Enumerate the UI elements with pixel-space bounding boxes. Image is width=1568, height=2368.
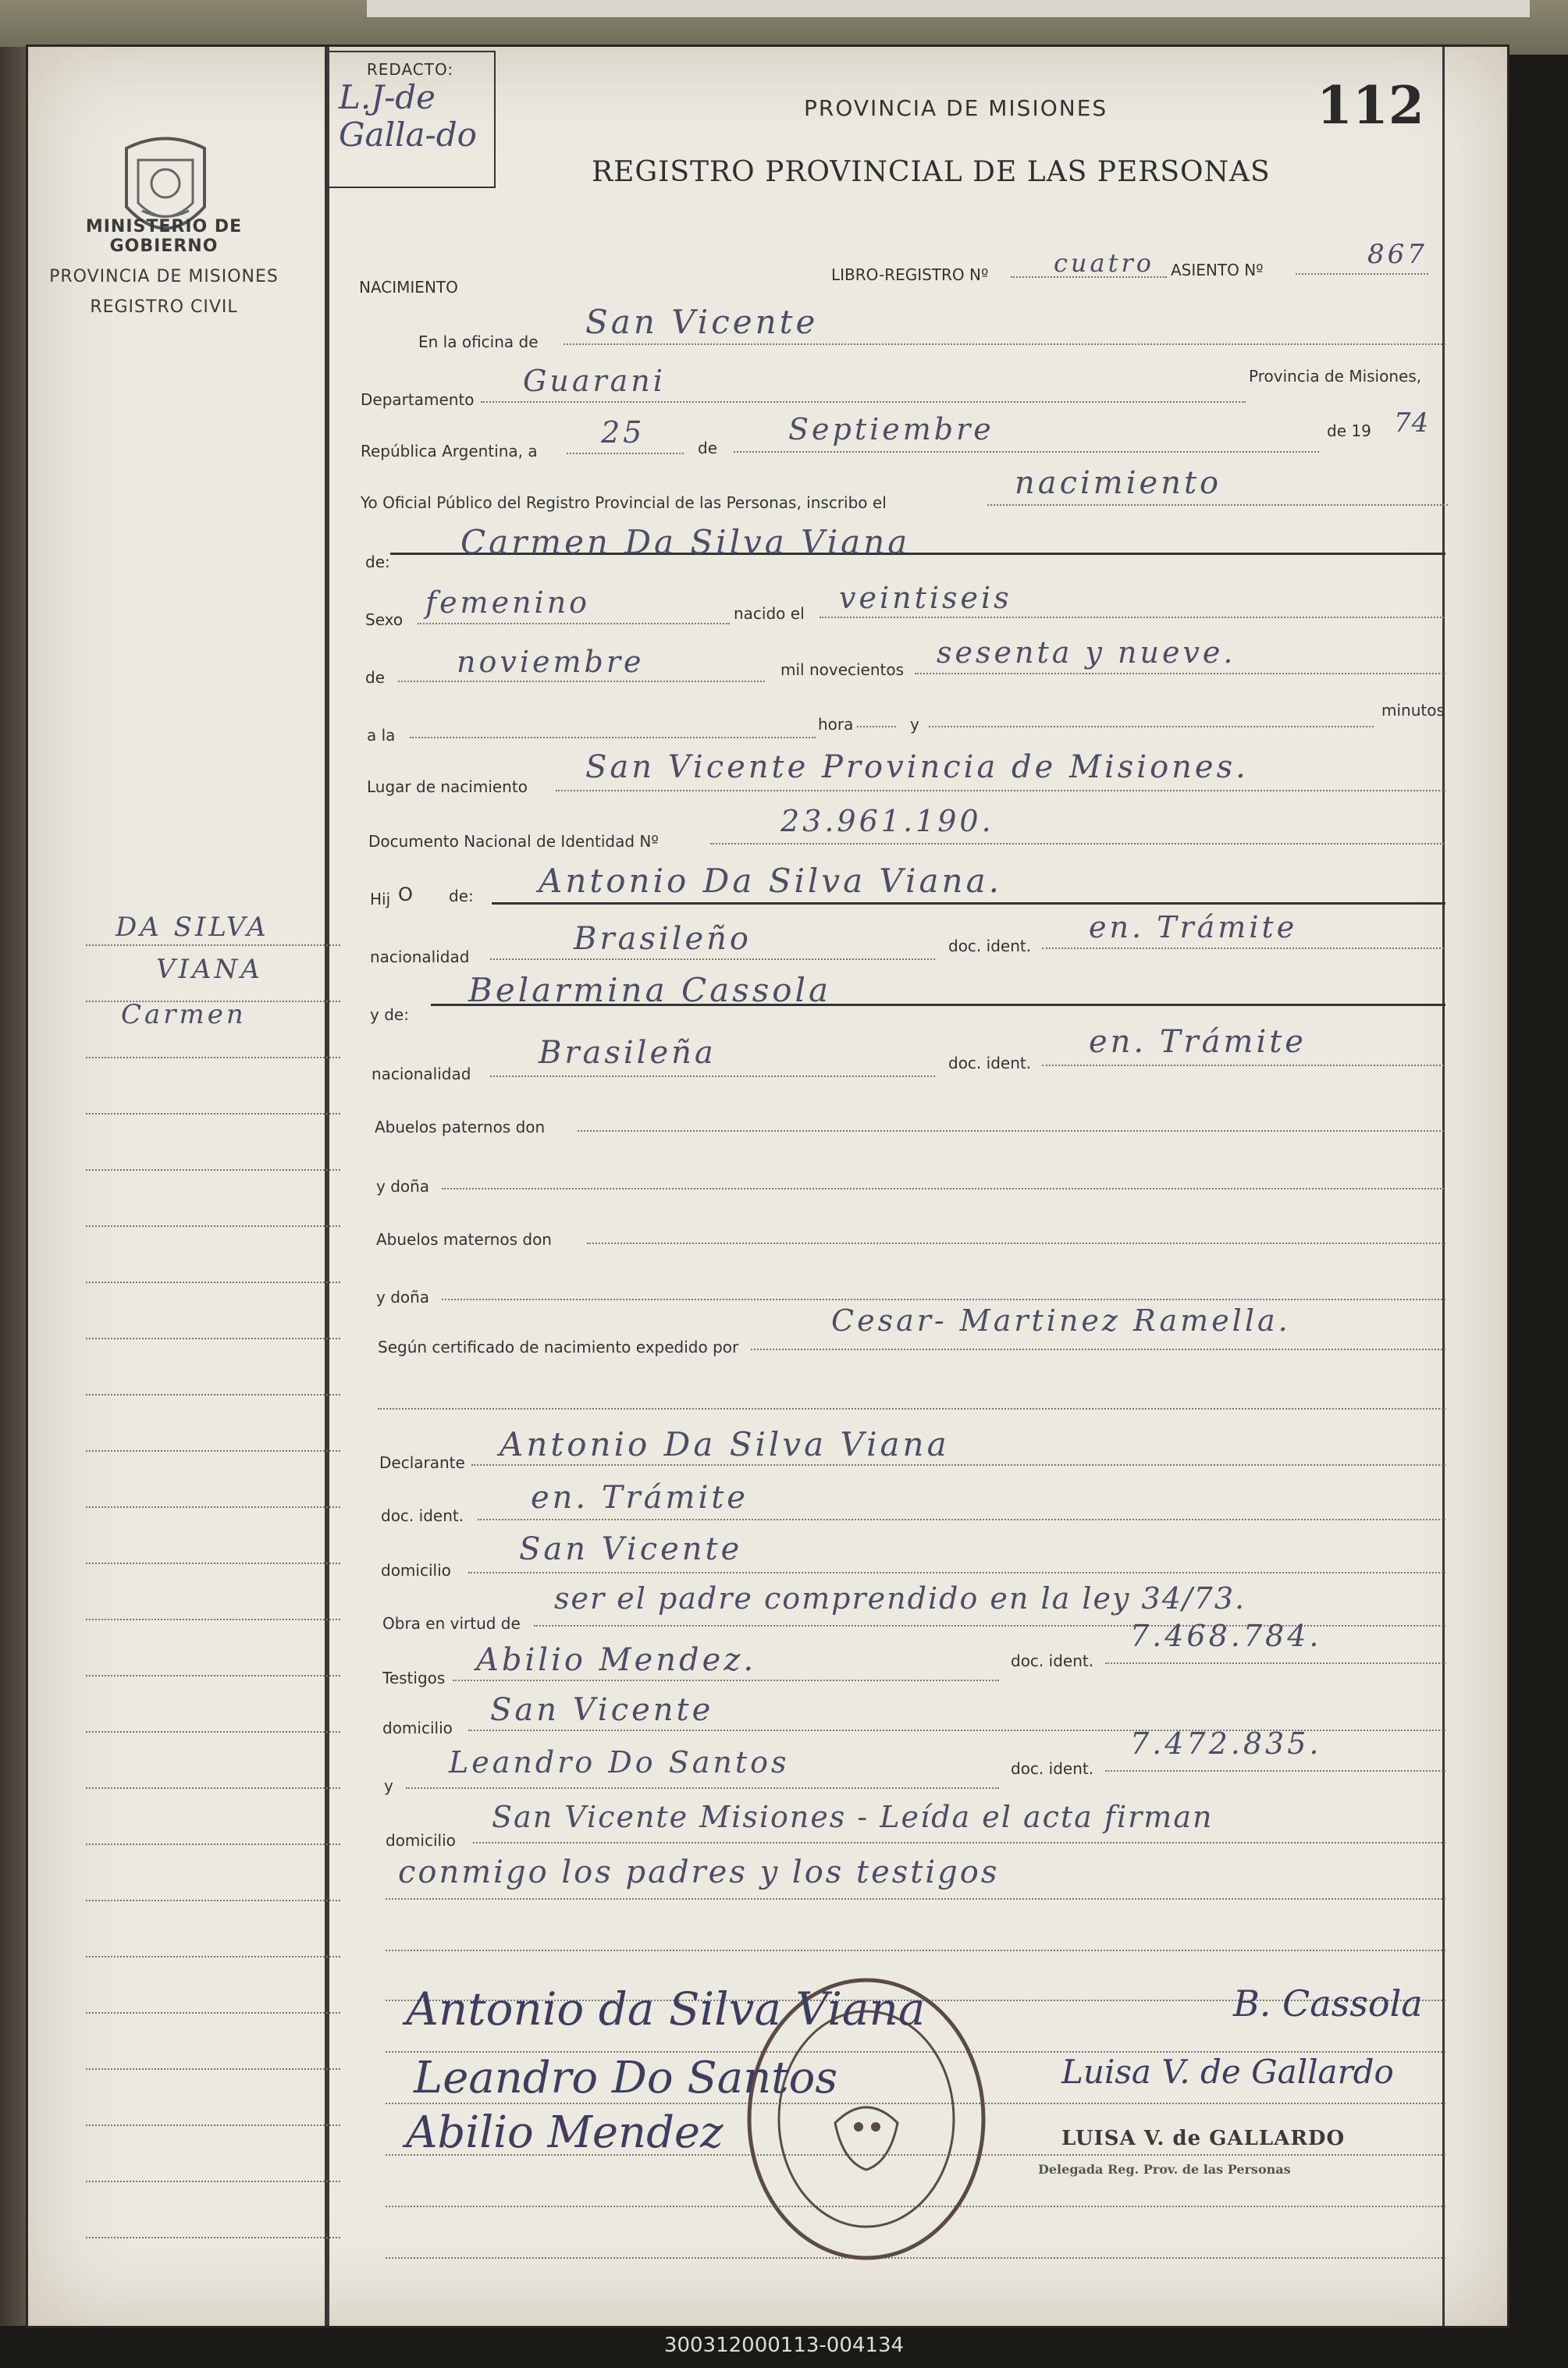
- declarante-value: Antonio Da Silva Viana: [500, 1425, 950, 1463]
- margin-line: [86, 1844, 340, 1845]
- doct1-line: [1105, 1662, 1445, 1664]
- nac2-value: Brasileña: [539, 1035, 716, 1071]
- dia-line: [567, 453, 684, 454]
- signature-father: Antonio da Silva Viana: [406, 1982, 926, 2036]
- segun-line: [751, 1349, 1445, 1350]
- hijo-label-c: de:: [449, 887, 474, 905]
- lugar-value: San Vicente Provincia de Misiones.: [585, 749, 1249, 785]
- testigo2-line: [406, 1787, 999, 1789]
- ministry-block: [31, 125, 297, 317]
- doct1-value: 7.468.784.: [1130, 1619, 1322, 1653]
- yo-line: [987, 504, 1448, 506]
- oficina-line: [564, 343, 1445, 345]
- right-rule: [1442, 47, 1445, 2326]
- margin-line: [86, 2068, 340, 2070]
- oficina-value: San Vicente: [585, 303, 819, 341]
- doct2-label: doc. ident.: [1011, 1759, 1094, 1778]
- margin-line: [86, 1282, 340, 1283]
- ydona1-label: y doña: [376, 1177, 430, 1196]
- margin-line: [86, 2012, 340, 2014]
- redacto-label: REDACTO:: [366, 60, 454, 79]
- doct1-label: doc. ident.: [1011, 1652, 1094, 1670]
- signature-witness-1: Abilio Mendez: [406, 2107, 724, 2158]
- book-spine-left: [0, 47, 28, 2326]
- dni-label: Documento Nacional de Identidad Nº: [368, 832, 659, 851]
- y-label: y: [910, 715, 919, 734]
- signature-mother: B. Cassola: [1233, 1982, 1423, 2025]
- asiento-label: ASIENTO Nº: [1171, 261, 1264, 279]
- dia-value: 25: [601, 415, 645, 450]
- testigos-label: Testigos: [382, 1669, 446, 1687]
- departamento-line: [481, 401, 1246, 403]
- sexo-line: [418, 623, 730, 624]
- mes-line: [734, 451, 1319, 453]
- asiento-line: [1296, 273, 1428, 275]
- ydona2-label: y doña: [376, 1288, 430, 1307]
- margin-given-name: Carmen: [121, 999, 247, 1030]
- domicilio3-label: domicilio: [386, 1831, 456, 1850]
- ministry-title: MINISTERIO DE GOBIERNO: [85, 217, 243, 256]
- republica-label: República Argentina, a: [361, 442, 538, 460]
- domicilio1-line: [468, 1572, 1445, 1573]
- redacto-hand-1: L.J-de: [339, 78, 436, 116]
- segun-line-2: [378, 1408, 1445, 1410]
- de-label: de: [698, 439, 717, 457]
- nac2-label: nacionalidad: [372, 1065, 471, 1083]
- doct2-line: [1105, 1770, 1445, 1772]
- nacido-line: [820, 617, 1444, 618]
- blank-line: [386, 1950, 1445, 1951]
- anio-nac-line: [915, 673, 1445, 674]
- abuelos-m-label: Abuelos maternos don: [376, 1230, 552, 1249]
- departamento-value: Guarani: [523, 364, 666, 398]
- margin-line: [86, 1394, 340, 1396]
- docdecl-line: [478, 1519, 1445, 1520]
- doc2-line: [1042, 1065, 1444, 1066]
- margin-surname-2: VIANA: [156, 954, 263, 985]
- domicilio2-label: domicilio: [382, 1719, 453, 1737]
- ydona2-line: [442, 1299, 1445, 1300]
- image-id: 300312000113-004134: [663, 2334, 905, 2357]
- anio-label: de 19: [1327, 421, 1371, 440]
- domicilio1-label: domicilio: [381, 1561, 451, 1580]
- padre-line: [492, 902, 1445, 905]
- ministry-province: PROVINCIA DE MISIONES: [49, 267, 279, 286]
- mes-nac-value: noviembre: [457, 645, 645, 679]
- libro-label: LIBRO-REGISTRO Nº: [831, 265, 989, 284]
- hijo-label-b: O: [398, 884, 413, 905]
- margin-rule: [325, 47, 329, 2326]
- margin-line: [86, 1900, 340, 1901]
- margin-line: [86, 1731, 340, 1733]
- lugar-line: [556, 790, 1445, 791]
- segun-label: Según certificado de nacimiento expedido por: [378, 1338, 739, 1356]
- domicilio2-value: San Vicente: [490, 1692, 714, 1728]
- de2-label: de:: [365, 553, 390, 571]
- libro-value: cuatro: [1054, 248, 1155, 278]
- hijo-label-a: Hij: [370, 890, 391, 908]
- page-edge-top: [367, 0, 1530, 17]
- anio-value: 74: [1394, 407, 1430, 439]
- margin-line: [86, 1563, 340, 1564]
- dni-line: [710, 843, 1444, 844]
- ministry-registry: REGISTRO CIVIL: [90, 297, 238, 317]
- nac2-line: [490, 1076, 935, 1077]
- doc2-label: doc. ident.: [948, 1054, 1032, 1072]
- anio-nac-value: sesenta y nueve.: [937, 635, 1236, 670]
- y2-label: y: [384, 1776, 393, 1795]
- docdecl-label: doc. ident.: [381, 1506, 464, 1525]
- doct2-value: 7.472.835.: [1130, 1726, 1322, 1761]
- nacido-value: veintiseis: [839, 581, 1012, 615]
- margin-line: [86, 1338, 340, 1339]
- cont-value: conmigo los padres y los testigos: [398, 1854, 1000, 1890]
- abuelos-p-line: [578, 1130, 1444, 1132]
- registry-title: REGISTRO PROVINCIAL DE LAS PERSONAS: [592, 156, 1271, 188]
- nac1-line: [490, 958, 935, 960]
- official-name: LUISA V. de GALLARDO: [1061, 2127, 1346, 2150]
- margin-line: [86, 1506, 340, 1508]
- minutos-label: minutos: [1381, 701, 1445, 720]
- testigo1-value: Abilio Mendez.: [476, 1642, 757, 1678]
- domicilio3-line: [473, 1842, 1445, 1844]
- declarante-label: Declarante: [379, 1453, 465, 1472]
- redacto-hand-2: Galla-do: [339, 116, 477, 154]
- cont-line: [386, 1898, 1445, 1900]
- margin-line: [86, 2124, 340, 2126]
- abuelos-p-label: Abuelos paternos don: [375, 1118, 546, 1136]
- yo-value: nacimiento: [1015, 465, 1222, 501]
- asiento-value: 867: [1367, 239, 1428, 270]
- margin-line: [86, 1057, 340, 1058]
- oficina-label: En la oficina de: [418, 332, 539, 351]
- signature-official: Luisa V. de Gallardo: [1061, 2053, 1394, 2091]
- hora-label: hora: [818, 715, 854, 734]
- departamento-label: Departamento: [361, 390, 475, 409]
- margin-line: [86, 944, 340, 946]
- lugar-label: Lugar de nacimiento: [367, 777, 528, 796]
- obra-label: Obra en virtud de: [382, 1614, 521, 1633]
- madre-value: Belarmina Cassola: [468, 971, 832, 1009]
- nac1-value: Brasileño: [574, 921, 752, 957]
- folio-number: 112: [1317, 75, 1424, 136]
- obra-value: ser el padre comprendido en la ley 34/73.: [554, 1581, 1246, 1616]
- margin-line: [86, 2181, 340, 2182]
- margin-line: [86, 1001, 340, 1002]
- doc2-value: en. Trámite: [1089, 1024, 1307, 1060]
- minutos-line: [929, 726, 1374, 727]
- docdecl-value: en. Trámite: [531, 1480, 748, 1516]
- mil-label: mil novecientos: [780, 660, 905, 679]
- mes-nac-line: [398, 681, 765, 682]
- domicilio3-value: San Vicente Misiones - Leída el acta firman: [492, 1800, 1214, 1834]
- official-title: Delegada Reg. Prov. de las Personas: [1038, 2162, 1291, 2177]
- dni-value: 23.961.190.: [780, 804, 994, 838]
- domicilio1-value: San Vicente: [519, 1531, 743, 1567]
- testigo1-line: [453, 1680, 999, 1681]
- nombre-value: Carmen Da Silva Viana: [460, 523, 911, 561]
- margin-line: [86, 1787, 340, 1789]
- margin-line: [86, 1675, 340, 1676]
- testigo2-value: Leandro Do Santos: [449, 1745, 790, 1780]
- nacimiento-label: NACIMIENTO: [359, 278, 458, 297]
- sexo-value: femenino: [425, 585, 591, 620]
- margin-line: [86, 1113, 340, 1115]
- sexo-label: Sexo: [365, 610, 404, 629]
- margin-line: [86, 1225, 340, 1227]
- de3-label: de: [365, 668, 385, 687]
- doc1-value: en. Trámite: [1089, 910, 1298, 944]
- abuelos-m-line: [587, 1243, 1445, 1244]
- margin-surname: DA SILVA: [116, 912, 269, 943]
- margin-line: [86, 1956, 340, 1957]
- doc1-label: doc. ident.: [948, 937, 1032, 955]
- hora-line: [857, 726, 896, 727]
- declarante-line: [471, 1464, 1445, 1466]
- nac1-label: nacionalidad: [370, 948, 470, 966]
- yo-label: Yo Oficial Público del Registro Provincial de las Personas, inscribo el: [361, 493, 887, 512]
- margin-line: [86, 2237, 340, 2238]
- mes-value: Septiembre: [788, 412, 994, 446]
- margin-line: [86, 1169, 340, 1171]
- ala-line: [410, 737, 816, 738]
- nacido-label: nacido el: [734, 604, 805, 623]
- doc1-line: [1042, 948, 1444, 949]
- yde-label: y de:: [370, 1005, 409, 1024]
- redacto-box: [325, 51, 496, 188]
- signature-witness-2: Leandro Do Santos: [414, 2053, 838, 2103]
- segun-value: Cesar- Martinez Ramella.: [831, 1303, 1291, 1338]
- margin-line: [86, 1619, 340, 1620]
- ala-label: a la: [367, 726, 396, 745]
- margin-line: [86, 1450, 340, 1452]
- padre-value: Antonio Da Silva Viana.: [539, 862, 1002, 900]
- province-title: PROVINCIA DE MISIONES: [804, 95, 1108, 121]
- provincia-label: Provincia de Misiones,: [1249, 367, 1422, 386]
- ydona1-line: [442, 1188, 1444, 1189]
